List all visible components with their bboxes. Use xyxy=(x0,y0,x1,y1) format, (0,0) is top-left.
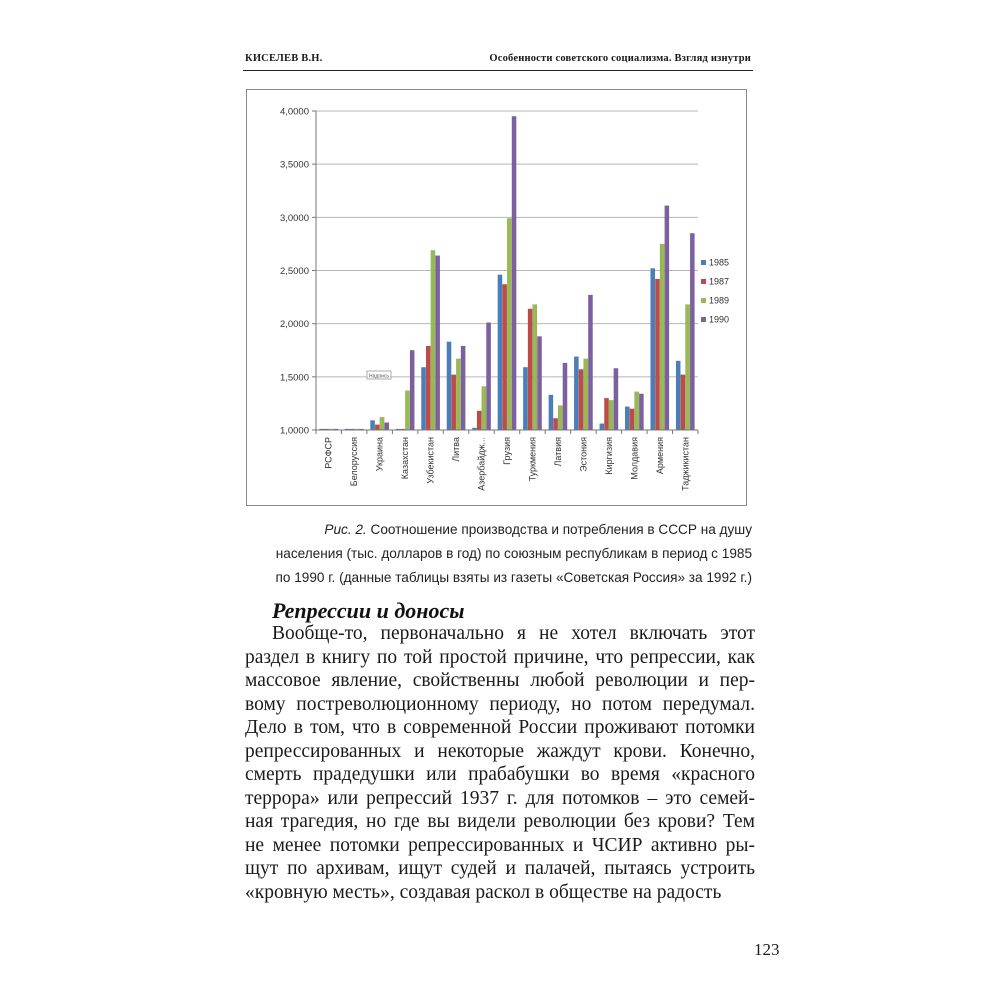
x-tick-label: Литва xyxy=(451,437,462,462)
text-line: вому постреволюционному периоду, но потом передумал. xyxy=(245,693,755,715)
text-line: Вообще-то, первоначально я не хотел включать этот xyxy=(272,623,755,644)
legend-swatch-1990 xyxy=(701,317,706,322)
bar-1987 xyxy=(553,418,557,430)
bar-1990 xyxy=(665,206,669,430)
legend-swatch-1989 xyxy=(701,298,706,303)
bar-1987 xyxy=(375,425,379,430)
y-tick-label: 3,0000 xyxy=(279,212,309,224)
bar-1990 xyxy=(690,233,694,430)
text-line: «кровную месть», создавая раскол в обществе на радость xyxy=(245,881,722,903)
bar-1987 xyxy=(426,346,430,430)
text-line: репрессированных и некоторые жаждут крови. Конечно, xyxy=(245,740,755,762)
bar-1990 xyxy=(614,368,618,430)
x-tick-label: Белоруссия xyxy=(349,437,360,487)
y-tick-label: 2,5000 xyxy=(279,266,309,277)
caption-text-1: Соотношение производства и потребления в СССР на душу xyxy=(366,522,752,537)
bar-1990 xyxy=(385,423,389,430)
bar-1985 xyxy=(625,407,629,430)
bar-1989 xyxy=(533,305,537,430)
x-tick-label: Молдавия xyxy=(629,437,640,480)
bar-1987 xyxy=(604,398,608,430)
x-tick-label: Таджикистан xyxy=(680,437,691,491)
x-tick-label: Латвия xyxy=(552,437,563,467)
text-line: щут по архивам, ищут судей и палачей, пытаясь устроить xyxy=(245,858,755,879)
x-tick-label: Эстония xyxy=(578,437,589,472)
x-tick-label: Азербайдж... xyxy=(476,437,487,491)
y-tick-label: 4,0000 xyxy=(279,106,309,118)
legend-label-1985: 1985 xyxy=(709,257,730,268)
bar-1987 xyxy=(502,284,506,430)
text-line: террора» или репрессий 1937 г. для потомков – это семей- xyxy=(245,787,755,809)
bar-1985 xyxy=(447,342,451,430)
bar-1990 xyxy=(461,346,465,430)
bar-1990 xyxy=(512,116,516,430)
bar-1987 xyxy=(579,369,583,430)
bar-1989 xyxy=(405,391,409,430)
legend-label-1987: 1987 xyxy=(709,276,730,287)
body-text xyxy=(245,622,755,904)
text-line: ная трагедия, но где вы видели революции без крови? Тем xyxy=(245,811,755,832)
bar-chart xyxy=(247,90,748,507)
chart-frame xyxy=(246,89,747,506)
text-line: не менее потомки репрессированных и ЧСИР активно ры- xyxy=(245,834,755,856)
bar-1989 xyxy=(660,244,664,430)
bar-1989 xyxy=(456,359,460,430)
x-tick-label: Украина xyxy=(374,437,385,472)
section-title: Репрессии и доносы xyxy=(272,598,465,623)
bar-1989 xyxy=(431,250,435,430)
bar-1987 xyxy=(477,411,481,430)
bar-1989 xyxy=(685,305,689,430)
bar-1990 xyxy=(410,350,414,430)
bar-1989 xyxy=(558,406,562,430)
header-book-title: Особенности советского социализма. Взгляд изнутри xyxy=(489,53,751,64)
caption-line-2: населения (тыс. долларов в год) по союзным республикам в период с 1985 xyxy=(275,546,752,561)
bar-1989 xyxy=(482,386,486,430)
bar-1985 xyxy=(600,424,604,430)
y-tick-label: 1,0000 xyxy=(279,425,309,437)
x-tick-label: Армения xyxy=(654,437,665,475)
x-tick-label: Киргизия xyxy=(603,437,614,475)
bar-1989 xyxy=(609,400,613,430)
page-number: 123 xyxy=(754,940,780,959)
caption-line-1 xyxy=(252,518,752,542)
bar-1990 xyxy=(486,323,490,430)
bar-1989 xyxy=(634,392,638,430)
bar-1989 xyxy=(584,359,588,430)
y-tick-label: 1,5000 xyxy=(279,372,309,384)
caption-line-3: по 1990 г. (данные таблицы взяты из газеты «Советская Россия» за 1992 г.) xyxy=(275,570,752,585)
bar-1990 xyxy=(537,336,541,430)
annotation-label: Надпись xyxy=(369,373,389,380)
text-line: Дело в том, что в современной России проживают потомки xyxy=(245,717,755,738)
bar-1987 xyxy=(528,309,532,430)
legend-label-1989: 1989 xyxy=(709,295,730,306)
header-author: КИСЕЛЕВ В.Н. xyxy=(245,53,323,64)
bar-1989 xyxy=(380,417,384,430)
bar-1990 xyxy=(639,394,643,430)
legend-swatch-1987 xyxy=(701,279,706,284)
text-line: массовое явление, свойственны любой революции и пер- xyxy=(245,670,755,691)
y-tick-label: 3,5000 xyxy=(279,159,309,171)
bar-1985 xyxy=(574,357,578,430)
x-tick-label: РСФСР xyxy=(323,437,334,469)
text-line: смерть прадедушки или прабабушки во время «красного xyxy=(245,764,755,785)
bar-1987 xyxy=(655,279,659,430)
running-head xyxy=(243,50,753,71)
legend-label-1990: 1990 xyxy=(709,314,730,325)
text-line: раздел в книгу по той простой причине, что репрессии, как xyxy=(245,646,755,668)
legend-swatch-1985 xyxy=(701,260,706,265)
bar-1990 xyxy=(563,363,567,430)
figure-caption xyxy=(252,518,752,590)
bar-1985 xyxy=(498,275,502,430)
bar-1987 xyxy=(452,375,456,430)
bar-1989 xyxy=(507,218,511,430)
x-tick-label: Туркмения xyxy=(527,437,538,482)
bar-1990 xyxy=(588,295,592,430)
bar-1985 xyxy=(651,268,655,430)
bar-1985 xyxy=(421,367,425,430)
bar-1985 xyxy=(676,361,680,430)
x-tick-label: Узбекистан xyxy=(425,437,436,484)
bar-1987 xyxy=(681,375,685,430)
figure-label: Рис. 2. xyxy=(324,522,367,537)
bar-1985 xyxy=(523,367,527,430)
bar-1985 xyxy=(370,420,374,430)
bar-1990 xyxy=(435,256,439,430)
y-tick-label: 2,0000 xyxy=(279,319,309,331)
bar-1985 xyxy=(549,395,553,430)
x-tick-label: Грузия xyxy=(502,437,512,465)
x-tick-label: Казахстан xyxy=(400,437,411,480)
bar-1987 xyxy=(630,409,634,430)
